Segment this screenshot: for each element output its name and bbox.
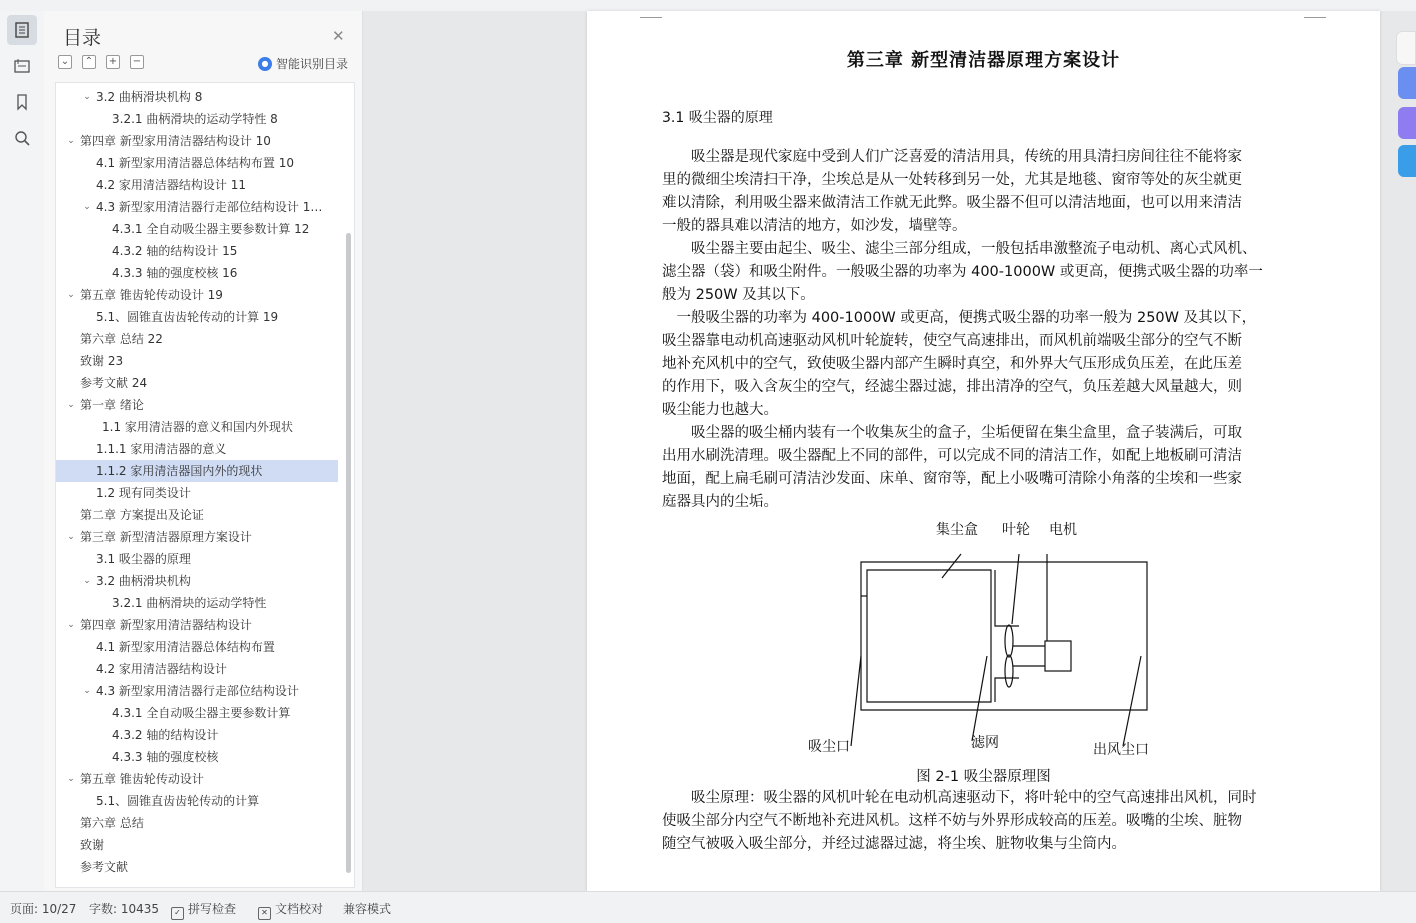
document-page bbox=[587, 11, 1380, 891]
toc-item-label: 3.2 曲柄滑块机构 bbox=[96, 574, 191, 588]
toc-item-label: 4.3.1 全自动吸尘器主要参数计算 12 bbox=[112, 222, 310, 236]
toc-item-label: 4.3.1 全自动吸尘器主要参数计算 bbox=[112, 706, 291, 720]
text-line: 吸尘器主要由起尘、吸尘、滤尘三部分组成，一般包括串激整流子电动机、离心式风机、 bbox=[662, 241, 1257, 257]
toc-item-label: 第二章 方案提出及论证 bbox=[80, 508, 204, 522]
text-line: 地补充风机中的空气，致使吸尘器内部产生瞬时真空，和外界大气压形成负压差，在此压差 bbox=[662, 356, 1242, 372]
word-count[interactable]: 字数: 10435 bbox=[89, 902, 160, 916]
toc-item[interactable] bbox=[56, 174, 338, 196]
toc-scrollbar[interactable] bbox=[346, 233, 351, 873]
text-line: 一般的器具难以清洁的地方，如沙发，墙壁等。 bbox=[662, 218, 967, 234]
toc-title: 目录 bbox=[63, 27, 102, 49]
text-line: 吸尘器是现代家庭中受到人们广泛喜爱的清洁用具，传统的用具清扫房间往往不能将家 bbox=[662, 149, 1242, 165]
toc-item[interactable] bbox=[56, 196, 338, 218]
figure-caption: 图 2-1 吸尘器原理图 bbox=[916, 769, 1051, 785]
text-line: 吸尘器靠电动机高速驱动风机叶轮旋转，使空气高速排出，而风机前端吸尘部分的空气不断 bbox=[662, 333, 1242, 349]
label-motor: 电机 bbox=[1049, 522, 1077, 538]
collapse-panel-icon[interactable] bbox=[1396, 31, 1416, 65]
chevron-down-icon[interactable]: ⌄ bbox=[67, 290, 75, 300]
float-tool-3-icon[interactable] bbox=[1398, 145, 1416, 177]
toc-item[interactable] bbox=[56, 306, 338, 328]
toc-item[interactable] bbox=[56, 526, 338, 548]
toc-item[interactable] bbox=[56, 416, 338, 438]
toc-item[interactable] bbox=[56, 746, 338, 768]
toc-item[interactable] bbox=[56, 790, 338, 812]
toc-item[interactable] bbox=[56, 328, 338, 350]
toc-item[interactable] bbox=[56, 350, 338, 372]
expand-up-icon[interactable]: ⌃ bbox=[82, 55, 96, 69]
toc-item[interactable] bbox=[56, 460, 338, 482]
chevron-down-icon[interactable]: ⌄ bbox=[67, 400, 75, 410]
toc-item[interactable] bbox=[56, 548, 338, 570]
toc-item-label: 第四章 新型家用清洁器结构设计 10 bbox=[80, 134, 271, 148]
chevron-down-icon[interactable]: ⌄ bbox=[83, 92, 91, 102]
toc-item-label: 4.3 新型家用清洁器行走部位结构设计 1… bbox=[96, 200, 323, 214]
toc-item-label: 4.3 新型家用清洁器行走部位结构设计 bbox=[96, 684, 299, 698]
text-line: 使吸尘部分内空气不断地补充进风机。这样不妨与外界形成较高的压差。吸嘴的尘埃、脏物 bbox=[662, 813, 1242, 829]
toc-item-label: 4.2 家用清洁器结构设计 11 bbox=[96, 178, 246, 192]
page-indicator[interactable]: 页面: 10/27 bbox=[10, 902, 77, 916]
spell-check-label: 拼写检查 bbox=[188, 902, 237, 916]
toc-item-label: 1.1.1 家用清洁器的意义 bbox=[96, 442, 227, 456]
toc-item[interactable] bbox=[56, 130, 338, 152]
toc-item[interactable] bbox=[56, 636, 338, 658]
label-impeller: 叶轮 bbox=[1002, 522, 1030, 538]
toc-item-label: 1.1.2 家用清洁器国内外的现状 bbox=[96, 464, 263, 478]
toc-item-label: 致谢 bbox=[80, 838, 105, 852]
toc-panel-icon[interactable] bbox=[7, 15, 37, 45]
toc-panel bbox=[44, 11, 363, 891]
toc-item-label: 第五章 锥齿轮传动设计 bbox=[80, 772, 204, 786]
chevron-down-icon[interactable]: ⌄ bbox=[83, 202, 91, 212]
toc-item[interactable] bbox=[56, 152, 338, 174]
text-line: 随空气被吸入吸尘部分，并经过滤器过滤，将尘埃、脏物收集与尘筒内。 bbox=[662, 836, 1126, 852]
toc-item-label: 致谢 23 bbox=[80, 354, 124, 368]
toc-item-label: 第三章 新型清洁器原理方案设计 bbox=[80, 530, 252, 544]
remove-heading-icon[interactable]: − bbox=[130, 55, 144, 69]
text-line: 难以清除，利用吸尘器来做清洁工作就无此弊。吸尘器不但可以清洁地面，也可以用来清洁 bbox=[662, 195, 1242, 211]
toc-item[interactable] bbox=[56, 856, 338, 878]
text-line: 般为 250W 及其以下。 bbox=[662, 287, 815, 303]
toc-item[interactable] bbox=[56, 262, 338, 284]
toc-item[interactable] bbox=[56, 372, 338, 394]
toc-item[interactable] bbox=[56, 702, 338, 724]
text-line: 吸尘能力也越大。 bbox=[662, 402, 778, 418]
label-dust-box: 集尘盒 bbox=[936, 522, 978, 538]
status-bar bbox=[0, 891, 1416, 923]
label-inlet: 吸尘口 bbox=[808, 739, 850, 755]
paragraph-5 bbox=[662, 787, 1305, 856]
spell-check-button[interactable] bbox=[171, 900, 236, 920]
toc-item[interactable] bbox=[56, 812, 338, 834]
toc-item[interactable] bbox=[56, 680, 338, 702]
float-tool-2-icon[interactable] bbox=[1398, 107, 1416, 139]
doc-proof-button[interactable] bbox=[258, 900, 323, 920]
chevron-down-icon[interactable]: ⌄ bbox=[67, 620, 75, 630]
toc-item[interactable] bbox=[56, 768, 338, 790]
text-line: 滤尘器（袋）和吸尘附件。一般吸尘器的功率为 400-1000W 或更高，便携式吸尘器的功率一 bbox=[662, 264, 1263, 280]
toc-item[interactable] bbox=[56, 394, 338, 416]
page-corner-mark bbox=[640, 11, 662, 18]
toc-item-label: 参考文献 bbox=[80, 860, 129, 874]
toc-item-label: 4.1 新型家用清洁器总体结构布置 bbox=[96, 640, 275, 654]
outline-icon[interactable] bbox=[7, 51, 37, 81]
toc-item-label: 4.3.2 轴的结构设计 15 bbox=[112, 244, 238, 258]
toc-item[interactable] bbox=[56, 482, 338, 504]
collapse-all-icon[interactable]: ⌄ bbox=[58, 55, 72, 69]
toc-list-container bbox=[55, 82, 355, 888]
chapter-title: 第三章 新型清洁器原理方案设计 bbox=[846, 50, 1121, 71]
document-area bbox=[363, 11, 1416, 891]
toc-item[interactable] bbox=[56, 218, 338, 240]
toc-item[interactable] bbox=[56, 240, 338, 262]
toc-item[interactable] bbox=[56, 724, 338, 746]
toc-item[interactable] bbox=[56, 86, 338, 108]
toc-item-label: 4.3.2 轴的结构设计 bbox=[112, 728, 219, 742]
paragraph-3 bbox=[662, 307, 1305, 422]
text-line: 的作用下，吸入含灰尘的空气，经滤尘器过滤，排出清净的空气，负压差越大风量越大，则 bbox=[662, 379, 1242, 395]
toc-item[interactable] bbox=[56, 614, 338, 636]
doc-proof-icon: ✕ bbox=[258, 907, 271, 920]
toc-item-label: 3.2.1 曲柄滑块的运动学特性 bbox=[112, 596, 267, 610]
toc-item[interactable] bbox=[56, 108, 338, 130]
chevron-down-icon[interactable]: ⌄ bbox=[67, 532, 75, 542]
label-filter: 滤网 bbox=[971, 735, 999, 751]
toc-item-label: 第六章 总结 bbox=[80, 816, 144, 830]
toc-item-label: 4.1 新型家用清洁器总体结构布置 10 bbox=[96, 156, 294, 170]
chevron-down-icon[interactable]: ⌄ bbox=[67, 774, 75, 784]
toc-item[interactable] bbox=[56, 438, 338, 460]
add-heading-icon[interactable]: + bbox=[106, 55, 120, 69]
toc-item[interactable] bbox=[56, 658, 338, 680]
text-line: 里的微细尘埃清扫干净，尘埃总是从一处转移到另一处，尤其是地毯、窗帘等处的灰尘就更 bbox=[662, 172, 1242, 188]
toc-item-label: 5.1、圆锥直齿齿轮传动的计算 19 bbox=[96, 310, 279, 324]
toc-toolbar bbox=[58, 55, 144, 69]
toc-item-label: 第六章 总结 22 bbox=[80, 332, 163, 346]
section-title: 3.1 吸尘器的原理 bbox=[662, 110, 773, 126]
text-line: 庭器具内的尘垢。 bbox=[662, 494, 778, 510]
toc-item-label: 1.2 现有同类设计 bbox=[96, 486, 191, 500]
toc-list bbox=[56, 86, 338, 878]
toc-item-label: 3.2.1 曲柄滑块的运动学特性 8 bbox=[112, 112, 278, 126]
paragraph-4 bbox=[662, 422, 1305, 514]
toc-item[interactable] bbox=[56, 592, 338, 614]
toc-item-label: 4.3.3 轴的强度校核 16 bbox=[112, 266, 238, 280]
toc-item-label: 3.1 吸尘器的原理 bbox=[96, 552, 191, 566]
close-icon[interactable]: ✕ bbox=[332, 27, 345, 45]
text-line: 一般吸尘器的功率为 400-1000W 或更高，便携式吸尘器的功率一般为 250W 及其以下， bbox=[662, 310, 1257, 326]
page-corner-mark bbox=[1304, 11, 1326, 18]
toc-item-label: 3.2 曲柄滑块机构 8 bbox=[96, 90, 203, 104]
smart-toc-button[interactable] bbox=[258, 55, 348, 72]
toc-item[interactable] bbox=[56, 834, 338, 856]
compat-mode: 兼容模式 bbox=[343, 902, 392, 916]
toc-item-label: 4.3.3 轴的强度校核 bbox=[112, 750, 219, 764]
toc-item[interactable] bbox=[56, 570, 338, 592]
paragraph-2 bbox=[662, 238, 1305, 307]
spell-check-icon: ✓ bbox=[171, 907, 184, 920]
toc-item[interactable] bbox=[56, 504, 338, 526]
text-line: 出用水刷洗清理。吸尘器配上不同的部件，可以完成不同的清洁工作，如配上地板刷可清洁 bbox=[662, 448, 1242, 464]
text-line: 地面，配上扁毛刷可清洁沙发面、床单、窗帘等，配上小吸嘴可清除小角落的尘埃和一些家 bbox=[662, 471, 1242, 487]
toc-item[interactable] bbox=[56, 284, 338, 306]
paragraph-1 bbox=[662, 146, 1305, 238]
toc-item-label: 第一章 绪论 bbox=[80, 398, 144, 412]
toc-item-label: 参考文献 24 bbox=[80, 376, 148, 390]
vacuum-diagram bbox=[787, 536, 1187, 756]
toc-item-label: 第五章 锥齿轮传动设计 19 bbox=[80, 288, 223, 302]
search-icon[interactable] bbox=[7, 123, 37, 153]
text-line: 吸尘器的吸尘桶内装有一个收集灰尘的盒子，尘垢便留在集尘盒里，盒子装满后，可取 bbox=[662, 425, 1242, 441]
doc-proof-label: 文档校对 bbox=[275, 902, 324, 916]
bookmark-icon[interactable] bbox=[7, 87, 37, 117]
chevron-down-icon[interactable]: ⌄ bbox=[83, 686, 91, 696]
label-outlet: 出风尘口 bbox=[1093, 742, 1149, 758]
toc-item-label: 5.1、圆锥直齿齿轮传动的计算 bbox=[96, 794, 260, 808]
chevron-down-icon[interactable]: ⌄ bbox=[67, 136, 75, 146]
ai-icon: ● bbox=[258, 57, 272, 71]
left-icon-bar bbox=[0, 11, 45, 891]
float-tool-1-icon[interactable] bbox=[1398, 67, 1416, 99]
text-line: 吸尘原理：吸尘器的风机叶轮在电动机高速驱动下，将叶轮中的空气高速排出风机，同时 bbox=[662, 790, 1257, 806]
smart-toc-label: 智能识别目录 bbox=[276, 57, 349, 71]
toc-item-label: 1.1 家用清洁器的意义和国内外现状 bbox=[102, 420, 293, 434]
chevron-down-icon[interactable]: ⌄ bbox=[83, 576, 91, 586]
toc-item-label: 第四章 新型家用清洁器结构设计 bbox=[80, 618, 252, 632]
toc-item-label: 4.2 家用清洁器结构设计 bbox=[96, 662, 227, 676]
